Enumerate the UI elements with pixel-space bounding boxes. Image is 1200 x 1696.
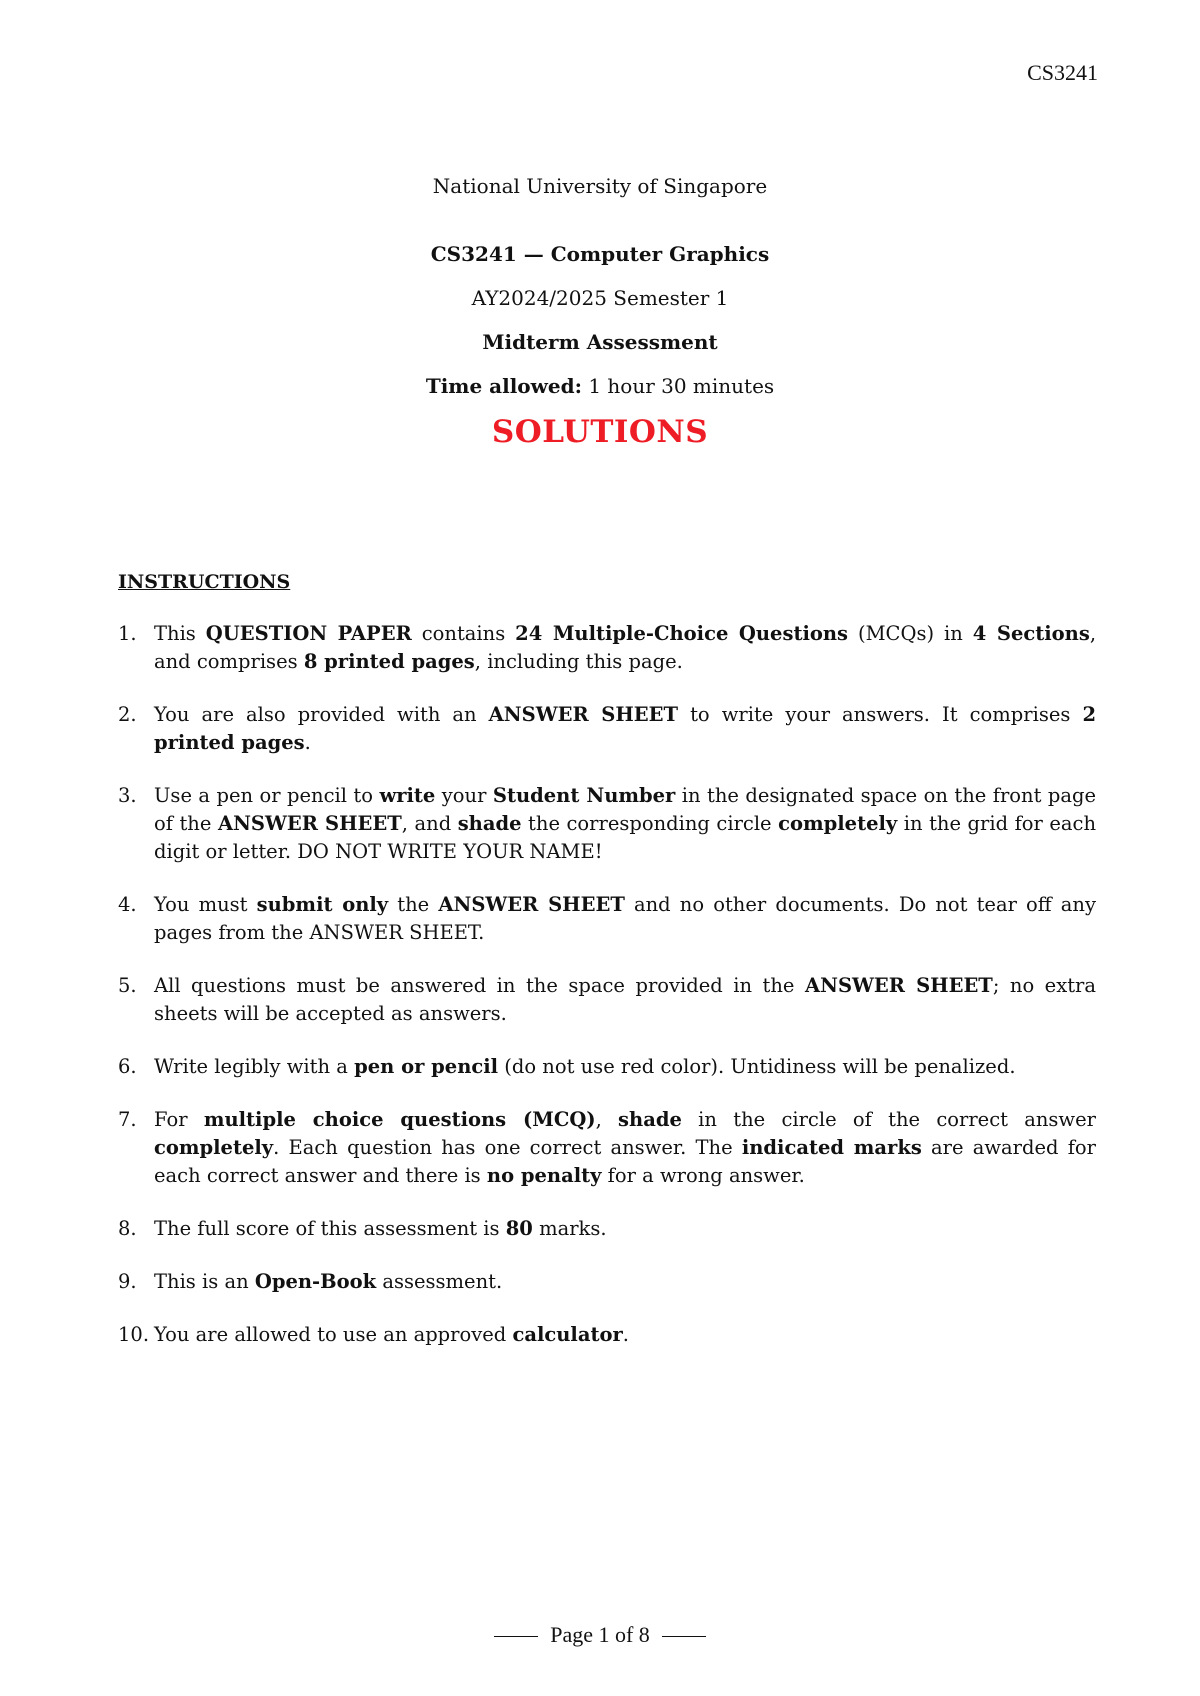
course-title: CS3241 — Computer Graphics <box>430 242 770 266</box>
instruction-text <box>154 784 1096 863</box>
instruction-segment: to write your answers. It comprises <box>678 703 1083 726</box>
instruction-segment: All questions must be answered in the space provided in the <box>154 974 805 997</box>
instruction-emphasis: Student Number <box>492 784 676 807</box>
university-name: National University of Singapore <box>432 174 768 198</box>
instruction-segment: You must <box>154 893 257 916</box>
instruction-item <box>118 1053 1096 1081</box>
instruction-text <box>154 1217 607 1240</box>
instruction-segment: , and <box>401 812 458 835</box>
instruction-segment: for a wrong answer. <box>601 1164 805 1187</box>
page-footer <box>0 1622 1200 1648</box>
instructions-heading: INSTRUCTIONS <box>118 571 291 593</box>
instruction-number: 6. <box>118 1055 137 1078</box>
instruction-emphasis: ANSWER SHEET <box>488 703 679 726</box>
instruction-segment: . <box>304 731 311 754</box>
instruction-segment: assessment. <box>376 1270 503 1293</box>
instruction-segment: contains <box>411 622 516 645</box>
instruction-number: 10. <box>118 1323 150 1346</box>
solutions-heading: SOLUTIONS <box>491 414 709 450</box>
instruction-segment: This <box>154 622 206 645</box>
instruction-number: 3. <box>118 784 137 807</box>
instruction-segment: , including this page. <box>474 650 683 673</box>
instruction-emphasis: calculator <box>512 1323 623 1346</box>
instruction-emphasis: 80 <box>505 1217 533 1240</box>
instruction-emphasis: 2 printed pages <box>154 703 1097 754</box>
instruction-emphasis: no penalty <box>486 1164 602 1187</box>
instruction-number: 7. <box>118 1108 137 1131</box>
instruction-number: 1. <box>118 622 137 645</box>
instruction-emphasis: ANSWER SHEET <box>217 812 402 835</box>
instruction-emphasis: ANSWER SHEET <box>804 974 993 997</box>
instruction-item <box>118 1268 1096 1296</box>
instruction-segment: You are also provided with an <box>154 703 489 726</box>
instruction-number: 2. <box>118 703 137 726</box>
instruction-segment: your <box>435 784 493 807</box>
instruction-segment: are awarded for each correct answer and there is <box>154 1136 1096 1187</box>
instruction-segment: For <box>154 1108 204 1131</box>
instruction-emphasis: pen or pencil <box>354 1055 499 1078</box>
instruction-emphasis: multiple choice questions (MCQ) <box>203 1108 596 1131</box>
time-allowed-value: 1 hour 30 minutes <box>588 374 775 398</box>
instruction-emphasis: write <box>379 784 436 807</box>
instruction-segment: (do not use red color). Untidiness will be penalized. <box>498 1055 1016 1078</box>
instruction-segment: . Each question has one correct answer. The <box>273 1136 742 1159</box>
semester: AY2024/2025 Semester 1 <box>471 286 729 310</box>
instruction-segment: and no other documents. Do not tear off any pages from the ANSWER SHEET. <box>154 893 1096 944</box>
instruction-emphasis: submit only <box>256 893 389 916</box>
instruction-text <box>154 974 1096 1025</box>
instruction-item <box>118 782 1096 866</box>
instruction-emphasis: Open-Book <box>254 1270 377 1293</box>
instruction-emphasis: completely <box>154 1136 274 1159</box>
page-number: Page 1 of 8 <box>550 1622 650 1647</box>
footer-rule-left <box>494 1636 538 1637</box>
instruction-item <box>118 891 1096 947</box>
instruction-segment: marks. <box>532 1217 607 1240</box>
instruction-text <box>154 1055 1016 1078</box>
instruction-text <box>154 1108 1096 1187</box>
instruction-emphasis: shade <box>457 812 522 835</box>
instruction-segment: Use a pen or pencil to <box>154 784 380 807</box>
instruction-segment: , <box>595 1108 619 1131</box>
instruction-segment: . <box>622 1323 629 1346</box>
header-course-code: CS3241 <box>1027 60 1098 85</box>
instruction-segment: in the designated space on the front page of the <box>154 784 1096 835</box>
instruction-number: 4. <box>118 893 137 916</box>
instruction-item <box>118 701 1096 757</box>
instruction-item <box>118 1321 1096 1349</box>
instructions-list <box>118 620 1096 1374</box>
instruction-emphasis: shade <box>618 1108 682 1131</box>
instruction-segment: (MCQs) in <box>848 622 973 645</box>
instruction-number: 9. <box>118 1270 137 1293</box>
instruction-segment: , and comprises <box>154 622 1097 673</box>
instruction-number: 8. <box>118 1217 137 1240</box>
instruction-text <box>154 893 1096 944</box>
instruction-number: 5. <box>118 974 137 997</box>
instruction-segment: the corresponding circle <box>521 812 779 835</box>
instruction-emphasis: 4 Sections <box>972 622 1090 645</box>
instruction-segment: the <box>388 893 439 916</box>
time-allowed <box>0 374 1200 398</box>
instruction-item <box>118 1215 1096 1243</box>
instruction-emphasis: 24 Multiple-Choice Questions <box>515 622 849 645</box>
instruction-text <box>154 703 1096 754</box>
instruction-item <box>118 972 1096 1028</box>
instruction-segment: Write legibly with a <box>154 1055 355 1078</box>
instruction-text <box>154 1323 629 1346</box>
instruction-segment: ; no extra sheets will be accepted as answers. <box>154 974 1097 1025</box>
instruction-segment: You are allowed to use an approved <box>154 1323 513 1346</box>
instruction-text <box>154 622 1096 673</box>
instruction-emphasis: ANSWER SHEET <box>438 893 625 916</box>
instruction-segment: This is an <box>154 1270 255 1293</box>
instruction-item <box>118 620 1096 676</box>
instruction-segment: The full score of this assessment is <box>154 1217 506 1240</box>
instruction-emphasis: 8 printed pages <box>303 650 475 673</box>
instruction-item <box>118 1106 1096 1190</box>
assessment-type: Midterm Assessment <box>482 330 718 354</box>
instruction-segment: in the grid for each digit or letter. DO NOT WRITE YOUR NAME! <box>154 812 1097 863</box>
instruction-text <box>154 1270 502 1293</box>
footer-rule-right <box>662 1636 706 1637</box>
instruction-emphasis: indicated marks <box>741 1136 922 1159</box>
instruction-emphasis: completely <box>778 812 898 835</box>
instruction-emphasis: QUESTION PAPER <box>205 622 412 645</box>
instruction-segment: in the circle of the correct answer <box>681 1108 1096 1131</box>
title-block <box>0 174 1200 450</box>
time-allowed-label: Time allowed: <box>425 374 582 398</box>
